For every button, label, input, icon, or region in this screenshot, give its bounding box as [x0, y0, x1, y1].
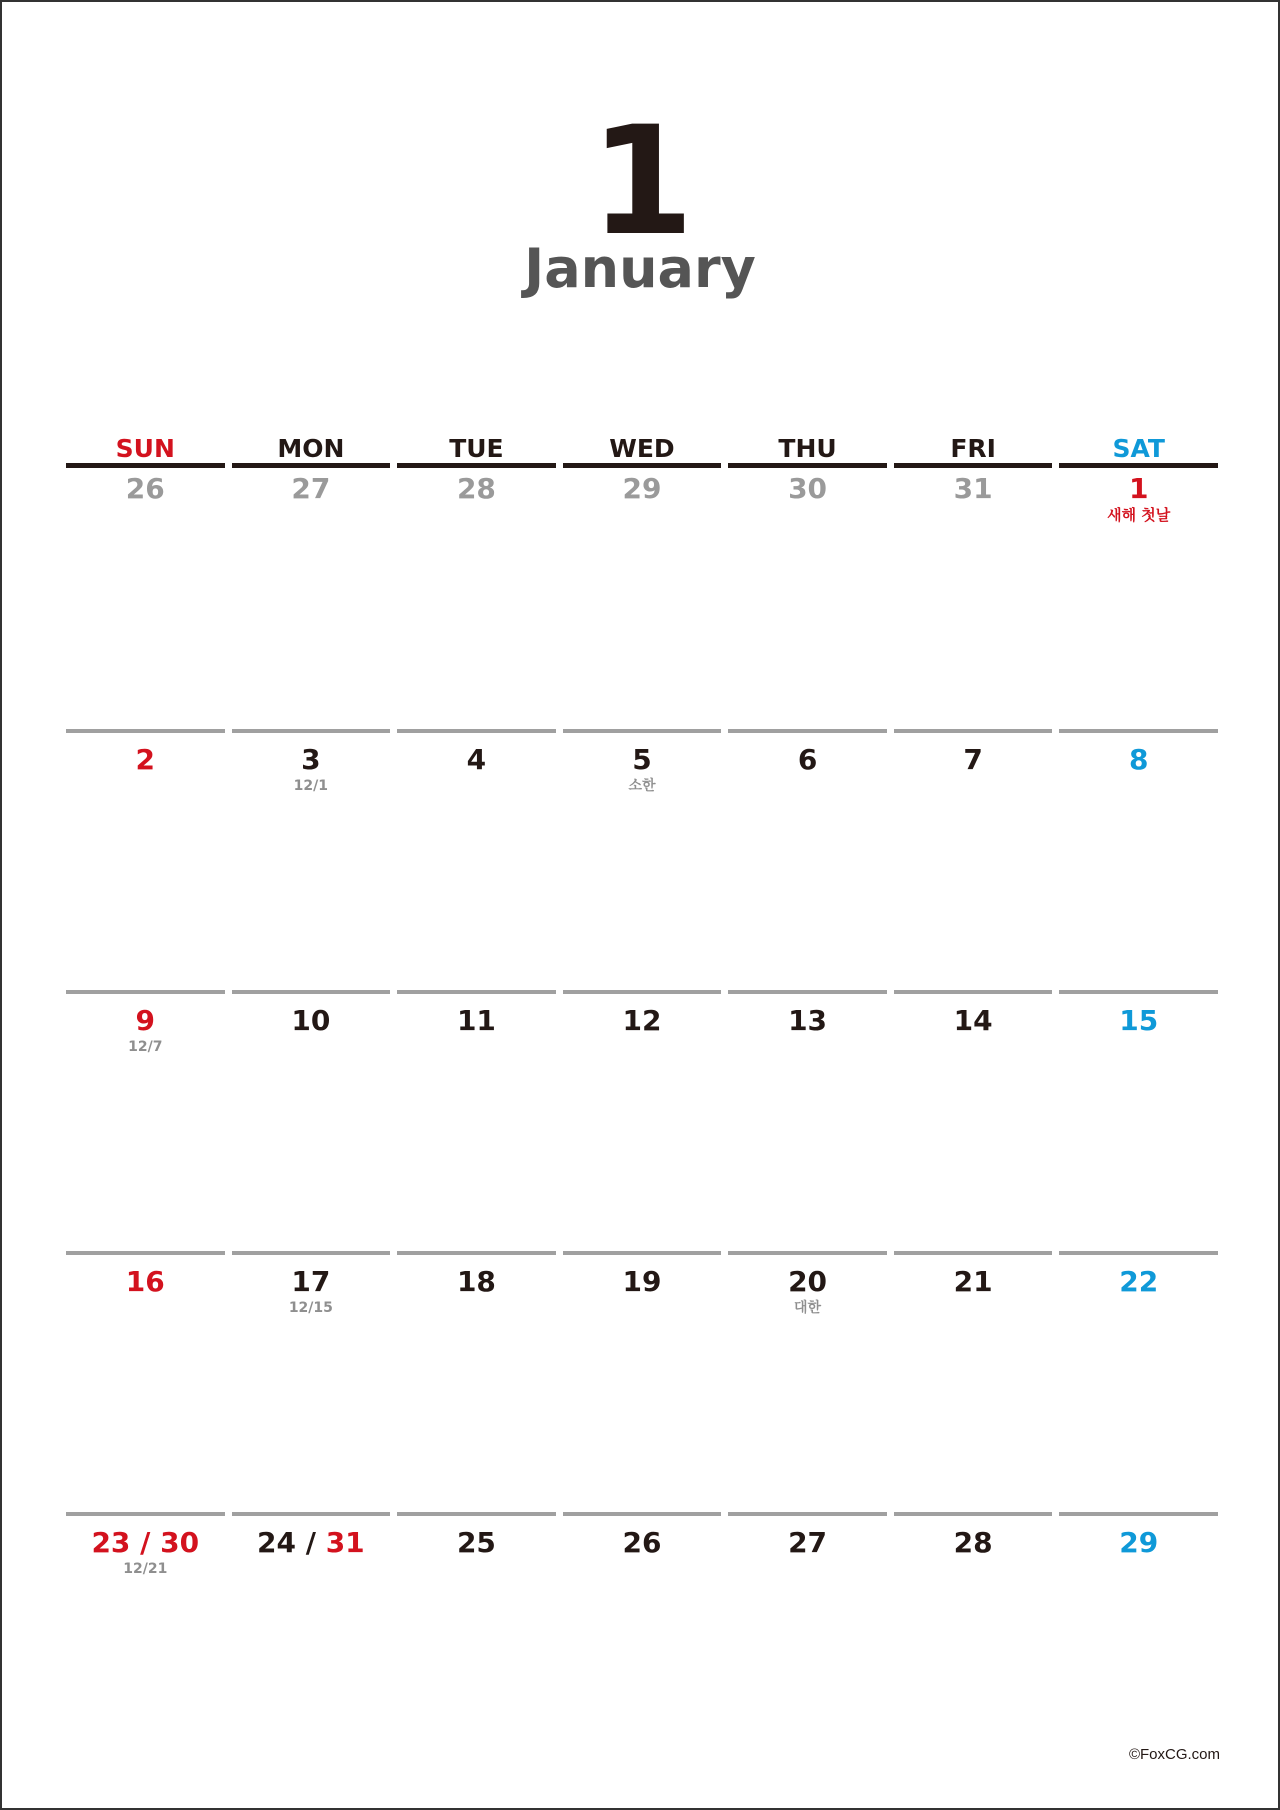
- day-number: 17: [291, 1265, 331, 1298]
- holiday-label: 새해 첫날: [1107, 506, 1171, 524]
- weekday-header-sun: SUN: [66, 430, 225, 468]
- day-number: 29: [1119, 1526, 1159, 1559]
- day-number: 18: [456, 1265, 496, 1298]
- day-cell: [563, 990, 722, 1251]
- day-cell: [728, 468, 887, 729]
- day-number: 8: [1128, 743, 1149, 776]
- day-number: 13: [788, 1004, 828, 1037]
- day-cell: [1059, 468, 1218, 729]
- day-cell: [1059, 990, 1218, 1251]
- day-number: 5: [632, 743, 652, 776]
- solar-term-label: 대한: [794, 1300, 822, 1316]
- day-number: 22: [1119, 1265, 1159, 1298]
- day-number: 16: [125, 1265, 165, 1298]
- day-number: 28: [456, 472, 496, 505]
- day-number: 30: [788, 472, 828, 505]
- day-number: 6: [797, 743, 818, 776]
- day-number-part: 24 /: [257, 1526, 326, 1559]
- day-cell: [728, 1512, 887, 1773]
- weekday-header-tue: TUE: [397, 430, 556, 468]
- day-number: 27: [291, 472, 331, 505]
- day-number: 11: [456, 1004, 496, 1037]
- lunar-date: 12/7: [128, 1039, 163, 1055]
- day-number: 4: [466, 743, 487, 776]
- day-number: 19: [622, 1265, 662, 1298]
- day-cell: [894, 729, 1053, 990]
- day-number: 26: [622, 1526, 662, 1559]
- day-cell: [66, 729, 225, 990]
- weekday-header-thu: THU: [728, 430, 887, 468]
- day-cell: [397, 1251, 556, 1512]
- day-cell: [232, 1251, 391, 1512]
- day-number: 28: [953, 1526, 993, 1559]
- day-number: 14: [953, 1004, 993, 1037]
- day-number: 27: [788, 1526, 828, 1559]
- day-number: 23 / 30: [91, 1526, 200, 1559]
- day-cell: [894, 468, 1053, 729]
- day-cell: [894, 1512, 1053, 1773]
- day-cell: [232, 990, 391, 1251]
- day-cell: [66, 990, 225, 1251]
- day-number: 10: [291, 1004, 331, 1037]
- day-number: 2: [135, 743, 156, 776]
- weekday-header-fri: FRI: [894, 430, 1053, 468]
- day-cell: [728, 729, 887, 990]
- day-number-part-holiday: 31: [325, 1526, 365, 1559]
- day-cell: [563, 729, 722, 990]
- day-number: 3: [301, 743, 321, 776]
- lunar-date: 12/21: [123, 1561, 168, 1577]
- day-number: 25: [456, 1526, 496, 1559]
- day-cell: [1059, 1512, 1218, 1773]
- day-number: 1: [1128, 472, 1149, 505]
- day-cell: [1059, 729, 1218, 990]
- day-number: 26: [125, 472, 165, 505]
- day-cell: [66, 1251, 225, 1512]
- weekday-header-mon: MON: [232, 430, 391, 468]
- day-number: 21: [953, 1265, 993, 1298]
- lunar-date: 12/15: [288, 1300, 333, 1316]
- day-cell: [397, 729, 556, 990]
- day-cell: [728, 1251, 887, 1512]
- weekday-header-wed: WED: [563, 430, 722, 468]
- day-number: 9: [135, 1004, 156, 1037]
- day-cell: [563, 1251, 722, 1512]
- day-cell: [563, 1512, 722, 1773]
- day-cell: [232, 1512, 391, 1773]
- day-number: 31: [953, 472, 993, 505]
- copyright-text: ©FoxCG.com: [1128, 1746, 1220, 1763]
- day-cell: [894, 1251, 1053, 1512]
- day-cell: [232, 729, 391, 990]
- weekday-header-sat: SAT: [1059, 430, 1218, 468]
- day-number: 7: [963, 743, 983, 776]
- day-number: 15: [1119, 1004, 1159, 1037]
- day-number: 20: [788, 1265, 828, 1298]
- day-number: 12: [622, 1004, 662, 1037]
- calendar-grid: [66, 430, 1218, 1773]
- day-number: [232, 1526, 391, 1560]
- day-cell: [1059, 1251, 1218, 1512]
- day-number: 29: [622, 472, 662, 505]
- day-cell: [728, 990, 887, 1251]
- day-cell: [894, 990, 1053, 1251]
- month-number: 1: [589, 95, 691, 269]
- day-cell: [66, 468, 225, 729]
- solar-term-label: 소한: [628, 778, 656, 794]
- day-cell: [232, 468, 391, 729]
- day-cell: [397, 1512, 556, 1773]
- month-name: January: [524, 237, 756, 300]
- day-cell: [397, 990, 556, 1251]
- lunar-date: 12/1: [293, 778, 329, 794]
- day-cell: [397, 468, 556, 729]
- day-cell: [66, 1512, 225, 1773]
- day-cell: [563, 468, 722, 729]
